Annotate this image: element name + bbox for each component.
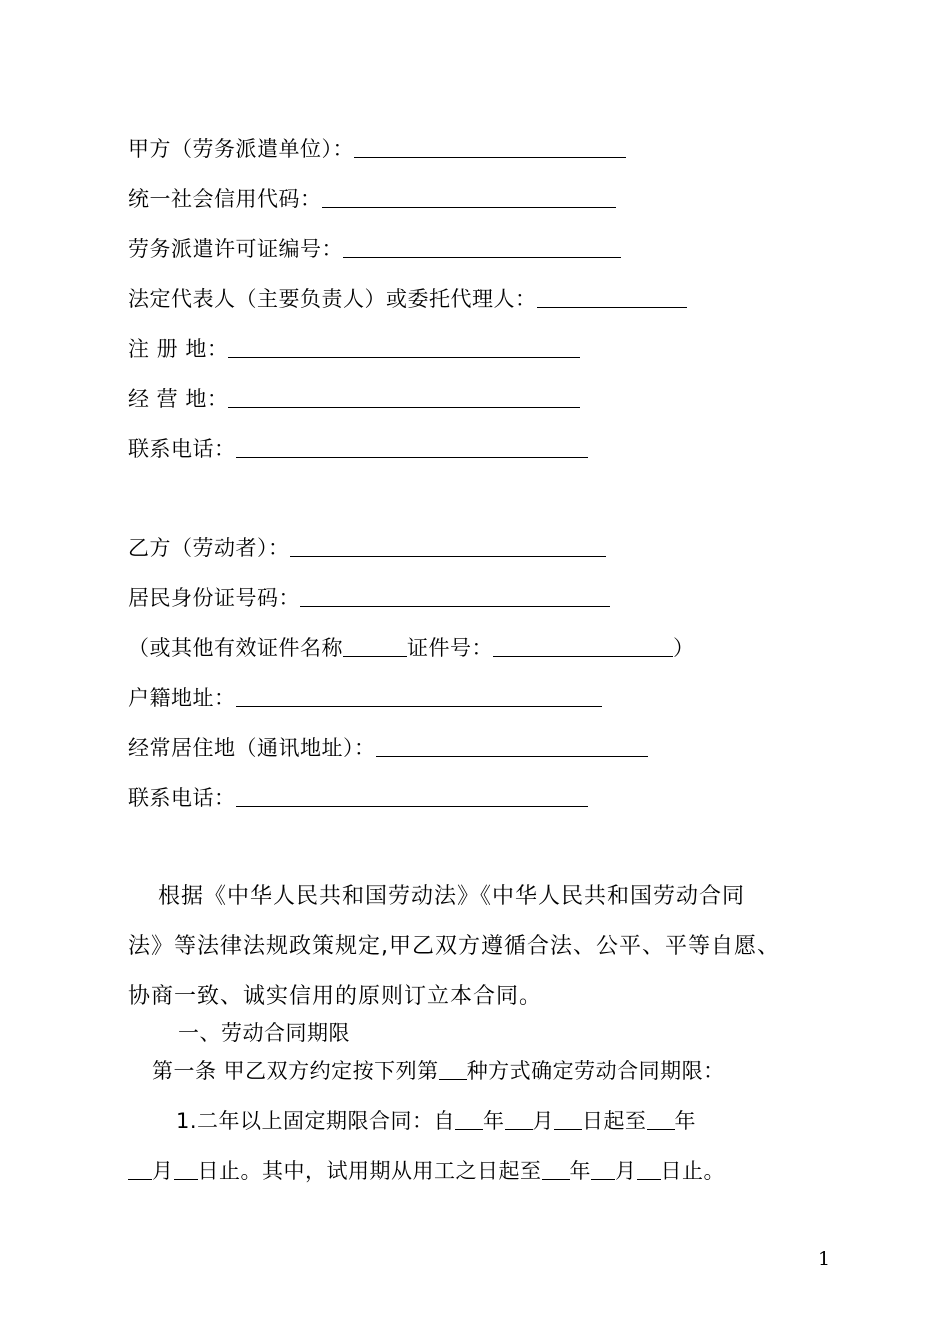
party-b-id-label: 居民身份证号码： bbox=[128, 586, 300, 610]
party-b-household-label: 户籍地址： bbox=[128, 686, 236, 710]
item-1-end-text: 日止。其中，试用期从用工之日起至 bbox=[197, 1159, 542, 1183]
party-a-license-label: 劳务派遣许可证编号： bbox=[128, 237, 343, 261]
item-1-month-label: 月 bbox=[532, 1109, 555, 1133]
party-a-phone-blank[interactable] bbox=[236, 437, 588, 458]
item-1-text-a: 1.二年以上固定期限合同：自 bbox=[176, 1109, 456, 1133]
item-1-year2-label: 年 bbox=[674, 1109, 697, 1133]
party-a-credit-code-label: 统一社会信用代码： bbox=[128, 187, 322, 211]
party-b-phone-row bbox=[128, 783, 588, 813]
item-1-probation-year-blank[interactable] bbox=[542, 1159, 570, 1180]
page-number: 1 bbox=[818, 1248, 831, 1270]
party-a-representative-blank[interactable] bbox=[537, 287, 687, 308]
item-1-probation-month-blank[interactable] bbox=[591, 1159, 615, 1180]
party-b-household-blank[interactable] bbox=[236, 686, 602, 707]
party-a-name-row bbox=[128, 134, 626, 164]
preamble-line-2: 法》等法律法规政策规定,甲乙双方遵循合法、公平、平等自愿、 bbox=[128, 934, 780, 959]
party-a-phone-row bbox=[128, 434, 588, 464]
party-b-other-id-type-blank[interactable] bbox=[343, 636, 407, 657]
party-a-business-address-label: 经 营 地： bbox=[128, 387, 229, 411]
party-a-license-blank[interactable] bbox=[343, 237, 621, 258]
item-1-year-label: 年 bbox=[483, 1109, 505, 1133]
item-1-month3-label: 月 bbox=[615, 1159, 637, 1183]
item-1-start-day-blank[interactable] bbox=[554, 1109, 582, 1130]
preamble-line-3: 协商一致、诚实信用的原则订立本合同。 bbox=[128, 984, 543, 1009]
item-1-end-month-blank[interactable] bbox=[128, 1159, 152, 1180]
item-1-start-year-blank[interactable] bbox=[455, 1109, 483, 1130]
party-b-name-label: 乙方（劳动者）： bbox=[128, 536, 290, 560]
party-a-representative-row bbox=[128, 284, 687, 314]
party-a-credit-code-row bbox=[128, 184, 616, 214]
party-b-other-id-prefix: （或其他有效证件名称 bbox=[128, 636, 343, 660]
item-1-probation-day-blank[interactable] bbox=[637, 1159, 661, 1180]
party-a-phone-label: 联系电话： bbox=[128, 437, 236, 461]
item-1-start-month-blank[interactable] bbox=[505, 1109, 533, 1130]
item-1-row-1 bbox=[176, 1106, 696, 1136]
party-b-residence-blank[interactable] bbox=[376, 736, 648, 757]
party-b-other-id-row bbox=[128, 633, 695, 663]
party-b-id-blank[interactable] bbox=[300, 586, 610, 607]
item-1-row-2 bbox=[128, 1156, 725, 1186]
item-1-day3-label: 日止。 bbox=[660, 1159, 725, 1183]
item-1-day-from-label: 日起至 bbox=[582, 1109, 647, 1133]
article-1-text-b: 种方式确定劳动合同期限： bbox=[466, 1059, 725, 1083]
party-b-name-row bbox=[128, 533, 606, 563]
party-a-registered-address-row bbox=[128, 334, 580, 364]
party-a-credit-code-blank[interactable] bbox=[322, 187, 616, 208]
item-1-end-year-blank[interactable] bbox=[647, 1109, 675, 1130]
article-1-text-a: 第一条 甲乙双方约定按下列第 bbox=[152, 1059, 439, 1083]
article-1-row bbox=[152, 1056, 725, 1086]
party-b-id-row bbox=[128, 583, 610, 613]
party-a-representative-label: 法定代表人（主要负责人）或委托代理人： bbox=[128, 287, 537, 311]
party-a-business-address-blank[interactable] bbox=[228, 387, 580, 408]
section-1-heading: 一、劳动合同期限 bbox=[178, 1021, 350, 1045]
party-a-registered-address-label: 注 册 地： bbox=[128, 337, 229, 361]
party-b-phone-label: 联系电话： bbox=[128, 786, 236, 810]
party-a-name-blank[interactable] bbox=[354, 137, 626, 158]
party-b-other-id-number-blank[interactable] bbox=[493, 636, 673, 657]
item-1-month2-label: 月 bbox=[152, 1159, 174, 1183]
party-b-phone-blank[interactable] bbox=[236, 786, 588, 807]
party-b-other-id-number-label: 证件号： bbox=[407, 636, 493, 660]
party-a-name-label: 甲方（劳务派遣单位）： bbox=[128, 137, 354, 161]
party-b-residence-label: 经常居住地（通讯地址）： bbox=[128, 736, 376, 760]
article-1-method-blank[interactable] bbox=[439, 1059, 467, 1080]
party-b-other-id-suffix: ） bbox=[673, 636, 695, 660]
preamble-line-1: 根据《中华人民共和国劳动法》《中华人民共和国劳动合同 bbox=[158, 884, 746, 909]
party-a-registered-address-blank[interactable] bbox=[228, 337, 580, 358]
item-1-end-day-blank[interactable] bbox=[174, 1159, 198, 1180]
party-a-license-row bbox=[128, 234, 621, 264]
item-1-year3-label: 年 bbox=[569, 1159, 591, 1183]
party-b-name-blank[interactable] bbox=[290, 536, 606, 557]
party-b-residence-row bbox=[128, 733, 648, 763]
party-b-household-row bbox=[128, 683, 602, 713]
party-a-business-address-row bbox=[128, 384, 580, 414]
